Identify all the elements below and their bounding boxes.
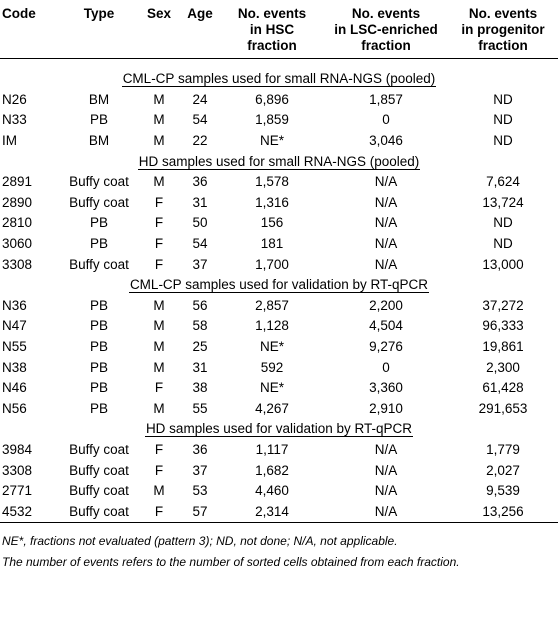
cell-code: 2771 bbox=[2, 483, 33, 499]
cell-age: 57 bbox=[180, 501, 220, 522]
cell-sex: F bbox=[154, 462, 164, 478]
cell-progenitor-events: 96,333 bbox=[482, 318, 524, 334]
header-progenitor-events: No. events in progenitor fraction bbox=[461, 6, 545, 53]
cell-hsc-events: 1,128 bbox=[255, 318, 289, 334]
cell-progenitor-events: ND bbox=[493, 91, 513, 107]
header-hsc-events: No. events in HSC fraction bbox=[237, 6, 307, 53]
cell-age: 55 bbox=[192, 400, 208, 416]
group-title: HD samples used for validation by RT-qPCR bbox=[145, 421, 413, 437]
cell-sex: M bbox=[153, 112, 165, 128]
cell-lsc-events: 1,857 bbox=[369, 91, 403, 107]
cell-sex: M bbox=[153, 318, 165, 334]
cell-type: Buffy coat bbox=[69, 194, 129, 210]
cell-hsc-events: NE* bbox=[259, 380, 284, 396]
cell-age: 56 bbox=[192, 297, 208, 313]
cell-sex: M bbox=[153, 174, 165, 190]
cell-lsc-events: 2,200 bbox=[369, 297, 403, 313]
group-title: CML-CP samples used for validation by RT-qPCR bbox=[129, 277, 429, 293]
group-heading-row bbox=[0, 275, 558, 296]
cell-progenitor-events: ND bbox=[493, 215, 513, 231]
cell-sex: F bbox=[154, 380, 164, 396]
cell-age: 50 bbox=[192, 215, 208, 231]
cell-hsc-events: 2,857 bbox=[255, 297, 289, 313]
cell-sex: M bbox=[153, 133, 165, 149]
cell-code: 4532 bbox=[0, 501, 60, 522]
cell-type: PB bbox=[89, 215, 108, 231]
cell-code: IM bbox=[2, 133, 17, 149]
cell-hsc-events: 1,700 bbox=[255, 256, 289, 272]
cell-type: Buffy coat bbox=[60, 501, 138, 522]
cell-type: PB bbox=[89, 400, 108, 416]
table-row bbox=[0, 501, 558, 522]
cell-type: PB bbox=[89, 112, 108, 128]
cell-sex: F bbox=[154, 236, 164, 252]
group-heading-row bbox=[0, 151, 558, 172]
cell-code: N47 bbox=[2, 318, 27, 334]
table-row bbox=[0, 296, 558, 317]
cell-progenitor-events: 13,724 bbox=[482, 194, 524, 210]
table-body bbox=[0, 59, 558, 523]
header-code: Code bbox=[2, 6, 36, 21]
cell-type: PB bbox=[89, 339, 108, 355]
footnote-events: The number of events refers to the number of sorted cells obtained from each fraction. bbox=[2, 555, 460, 570]
cell-sex: F bbox=[154, 441, 164, 457]
table-footnotes bbox=[0, 531, 558, 573]
cell-code: N38 bbox=[2, 359, 27, 375]
table-row bbox=[0, 378, 558, 399]
cell-progenitor-events: 13,256 bbox=[448, 501, 558, 522]
cell-lsc-events: 4,504 bbox=[369, 318, 403, 334]
table-row bbox=[0, 316, 558, 337]
cell-progenitor-events: 2,300 bbox=[486, 359, 520, 375]
cell-code: 3308 bbox=[2, 462, 33, 478]
cell-hsc-events: NE* bbox=[259, 133, 284, 149]
cell-progenitor-events: 7,624 bbox=[486, 174, 520, 190]
cell-type: PB bbox=[89, 236, 108, 252]
cell-type: PB bbox=[89, 359, 108, 375]
cell-type: Buffy coat bbox=[69, 462, 129, 478]
cell-hsc-events: 6,896 bbox=[255, 91, 289, 107]
cell-progenitor-events: 13,000 bbox=[482, 256, 524, 272]
cell-type: BM bbox=[88, 133, 110, 149]
cell-sex: M bbox=[153, 297, 165, 313]
cell-hsc-events: 4,460 bbox=[255, 483, 289, 499]
table-row bbox=[0, 254, 558, 275]
cell-hsc-events: 4,267 bbox=[255, 400, 289, 416]
cell-lsc-events: N/A bbox=[374, 236, 398, 252]
header-age: Age bbox=[187, 6, 213, 21]
table-row bbox=[0, 131, 558, 152]
cell-code: 2891 bbox=[2, 174, 33, 190]
cell-hsc-events: 181 bbox=[260, 236, 284, 252]
cell-lsc-events: N/A bbox=[374, 215, 398, 231]
cell-lsc-events: N/A bbox=[374, 483, 398, 499]
cell-age: 38 bbox=[192, 380, 208, 396]
cell-lsc-events: N/A bbox=[374, 194, 398, 210]
cell-lsc-events: 3,360 bbox=[369, 380, 403, 396]
cell-hsc-events: 592 bbox=[260, 359, 284, 375]
cell-progenitor-events: ND bbox=[493, 133, 513, 149]
cell-code: 3308 bbox=[2, 256, 33, 272]
header-lsc-events: No. events in LSC-enriched fraction bbox=[334, 6, 438, 53]
cell-type: PB bbox=[89, 318, 108, 334]
cell-code: N26 bbox=[2, 91, 27, 107]
cell-sex: F bbox=[154, 194, 164, 210]
cell-lsc-events: N/A bbox=[374, 174, 398, 190]
table-header bbox=[0, 0, 558, 59]
cell-progenitor-events: 37,272 bbox=[482, 297, 524, 313]
cell-hsc-events: 1,859 bbox=[255, 112, 289, 128]
cell-code: N56 bbox=[2, 400, 27, 416]
cell-sex: F bbox=[138, 501, 180, 522]
cell-type: PB bbox=[89, 297, 108, 313]
cell-hsc-events: 1,117 bbox=[255, 441, 289, 457]
cell-sex: M bbox=[153, 359, 165, 375]
header-sex: Sex bbox=[146, 6, 172, 21]
cell-age: 24 bbox=[192, 91, 208, 107]
cell-hsc-events: 2,314 bbox=[220, 501, 324, 522]
table-row bbox=[0, 440, 558, 461]
cell-age: 31 bbox=[192, 194, 208, 210]
cell-sex: F bbox=[154, 256, 164, 272]
cell-progenitor-events: 2,027 bbox=[486, 462, 520, 478]
cell-type: Buffy coat bbox=[69, 441, 129, 457]
cell-code: 3060 bbox=[2, 236, 33, 252]
cell-code: N36 bbox=[2, 297, 27, 313]
footnote-abbreviations: NE*, fractions not evaluated (pattern 3); ND, not done; N/A, not applicable. bbox=[2, 534, 398, 549]
table-row bbox=[0, 234, 558, 255]
cell-lsc-events: 3,046 bbox=[369, 133, 403, 149]
table-row bbox=[0, 481, 558, 502]
table-row bbox=[0, 110, 558, 131]
group-heading-row bbox=[0, 419, 558, 440]
cell-lsc-events: 0 bbox=[382, 359, 390, 375]
cell-age: 36 bbox=[192, 174, 208, 190]
cell-code: N33 bbox=[2, 112, 27, 128]
cell-code: 2810 bbox=[2, 215, 33, 231]
cell-progenitor-events: 61,428 bbox=[482, 380, 524, 396]
cell-progenitor-events: ND bbox=[493, 236, 513, 252]
group-heading-row bbox=[0, 59, 558, 90]
cell-hsc-events: 156 bbox=[260, 215, 284, 231]
cell-lsc-events: N/A bbox=[374, 256, 398, 272]
table-row bbox=[0, 460, 558, 481]
cell-code: N55 bbox=[2, 339, 27, 355]
cell-sex: M bbox=[153, 483, 165, 499]
cell-code: 3984 bbox=[2, 441, 33, 457]
cell-type: Buffy coat bbox=[69, 174, 129, 190]
cell-sex: M bbox=[153, 400, 165, 416]
cell-code: N46 bbox=[2, 380, 27, 396]
cell-code: 2890 bbox=[2, 194, 33, 210]
cell-sex: M bbox=[153, 91, 165, 107]
table-row bbox=[0, 172, 558, 193]
cell-age: 31 bbox=[192, 359, 208, 375]
table-row bbox=[0, 90, 558, 111]
cell-type: PB bbox=[89, 380, 108, 396]
cell-hsc-events: 1,578 bbox=[255, 174, 289, 190]
cell-hsc-events: NE* bbox=[259, 339, 284, 355]
table-row bbox=[0, 193, 558, 214]
cell-hsc-events: 1,316 bbox=[255, 194, 289, 210]
cell-type: Buffy coat bbox=[69, 256, 129, 272]
table-row bbox=[0, 357, 558, 378]
table-row bbox=[0, 337, 558, 358]
table-row bbox=[0, 399, 558, 420]
cell-lsc-events: N/A bbox=[374, 462, 398, 478]
cell-age: 25 bbox=[192, 339, 208, 355]
cell-type: BM bbox=[88, 91, 110, 107]
cell-age: 58 bbox=[192, 318, 208, 334]
cell-age: 54 bbox=[192, 236, 208, 252]
cell-sex: M bbox=[153, 339, 165, 355]
cell-age: 36 bbox=[192, 441, 208, 457]
cell-age: 22 bbox=[192, 133, 208, 149]
cell-progenitor-events: 291,653 bbox=[478, 400, 528, 416]
cell-progenitor-events: 1,779 bbox=[486, 441, 520, 457]
header-type: Type bbox=[83, 6, 115, 21]
cell-age: 54 bbox=[192, 112, 208, 128]
cell-lsc-events: 0 bbox=[382, 112, 390, 128]
cell-age: 53 bbox=[192, 483, 208, 499]
cell-lsc-events: 9,276 bbox=[369, 339, 403, 355]
cell-lsc-events: N/A bbox=[324, 501, 448, 522]
cell-progenitor-events: ND bbox=[493, 112, 513, 128]
cell-age: 37 bbox=[192, 256, 208, 272]
cell-type: Buffy coat bbox=[69, 483, 129, 499]
cell-lsc-events: 2,910 bbox=[369, 400, 403, 416]
cell-lsc-events: N/A bbox=[374, 441, 398, 457]
cell-sex: F bbox=[154, 215, 164, 231]
table-row bbox=[0, 213, 558, 234]
cell-progenitor-events: 19,861 bbox=[482, 339, 524, 355]
cell-progenitor-events: 9,539 bbox=[486, 483, 520, 499]
cell-hsc-events: 1,682 bbox=[255, 462, 289, 478]
group-title: CML-CP samples used for small RNA-NGS (pooled) bbox=[122, 71, 436, 87]
cell-age: 37 bbox=[192, 462, 208, 478]
group-title: HD samples used for small RNA-NGS (pooled) bbox=[138, 153, 420, 169]
